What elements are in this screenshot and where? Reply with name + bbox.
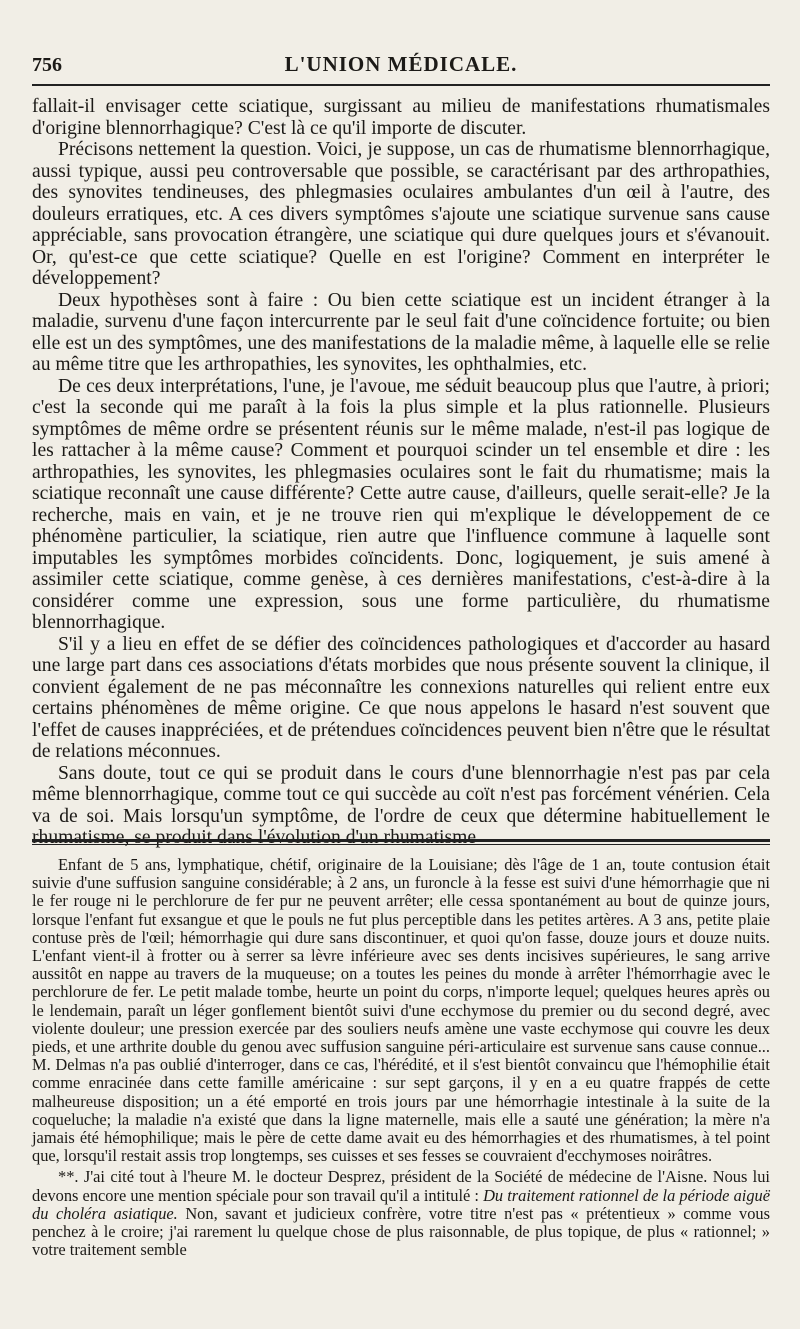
paragraph: Deux hypothèses sont à faire : Ou bien cette sciatique est un incident étranger à la maladie, survenu d'une façon intercurrente par le seul fait d'une coïncidence fortuite; ou bien elle est un des symptômes, une des manifestations de la maladie même, à laquelle elle se relie au même titre que les arthropathies, les synovites, les ophthalmies, etc. bbox=[32, 289, 770, 375]
paragraph: Précisons nettement la question. Voici, je suppose, un cas de rhumatisme blennorrhagique, aussi typique, aussi peu controversable que possible, se caractérisant par des arthropathies, des synovites tendineuses, des phlegmasies oculaires ambulantes d'un œil à l'autre, des douleurs erratiques, etc. A ces divers symptômes s'ajoute une sciatique survenue sans cause appréciable, sans provocation étrangère, une sciatique qui dure quelques jours et s'évanouit. Or, qu'est-ce que cette sciatique? Quelle en est l'origine? Comment en interpréter le développement? bbox=[32, 139, 770, 289]
page-header bbox=[32, 50, 770, 80]
editorial-note bbox=[32, 1168, 770, 1259]
editorial-lead: **. J'ai cité tout à l'heure M. le docteur Desprez, président de la Société de médecine de l'Aisne. Nous lui devons encore une mention spéciale pour son travail qu'il a intitulé : bbox=[32, 1167, 770, 1205]
notes-section bbox=[32, 856, 770, 1259]
header-rule bbox=[32, 84, 770, 86]
paragraph: fallait-il envisager cette sciatique, surgissant au milieu de manifestations rhumatismales d'origine blennorrhagique? C'est là ce qu'il importe de discuter. bbox=[32, 96, 770, 139]
work-title: Du traitement rationnel de la période aiguë du choléra asiatique. bbox=[32, 1185, 770, 1223]
case-note: Enfant de 5 ans, lymphatique, chétif, originaire de la Louisiane; dès l'âge de 1 an, toute contusion était suivie d'une suffusion sanguine considérable; à 2 ans, un furoncle à la fesse est suivi d'une hémorrhagie que ni le fer rouge ni le perchlorure de fer pur ne peuvent arrêter; elle cessa spontanément au bout de quinze jours, lorsque l'enfant fut exsangue et que le pouls ne fut plus perceptible dans les petites artères. A 3 ans, petite plaie contuse près de l'œil; hémorrhagie qui dure sans discontinuer, et quoi qu'on fasse, douze jours et douze nuits. L'enfant vient-il à frotter ou à serrer sa lèvre inférieure avec ses dents incisives supérieures, le sang arrive aussitôt en nappe au travers de la muqueuse; on a toutes les peines du monde à arrêter l'hémorrhagie avec le perchlorure de fer. Le petit malade tombe, heurte un point du corps, n'importe lequel; quelques heures après ou le lendemain, paraît un léger gonflement bientôt suivi d'une ecchymose du premier ou du second degré, avec violente douleur; une pression exercée par des souliers neufs amène une vaste ecchymose qui couvre les deux pieds, et une arthrite double du genou avec suffusion sanguine péri-articulaire est survenue sans cause connue... M. Delmas n'a pas oublié d'interroger, dans ce cas, l'hérédité, et il s'est bientôt convaincu que l'hémophilie était comme enracinée dans cette famille américaine : sur sept garçons, il y en a eu quatre frappés de cette malheureuse disposition; un a été emporté en trois jours par une hémorrhagie intestinale à la suite de la coqueluche; la maladie n'a existé que dans la ligne maternelle, mais elle a sauté une génération; la mère n'a jamais été hémophilique; mais le père de cette dame avait eu des hémorrhagies et des rhumatismes, à tel point que, lorsqu'il restait assis trop longtemps, ses cuisses et ses fesses se couvraient d'ecchymoses noirâtres. bbox=[32, 855, 770, 1166]
main-text bbox=[32, 96, 770, 849]
editorial-rest: Non, savant et judicieux confrère, votre titre n'est pas « prétentieux » comme vous penchez à le croire; j'ai rarement lu quelque chose de plus raisonnable, de plus topique, de plus « rationnel; » votre traitement semble bbox=[32, 1203, 770, 1260]
paragraph: S'il y a lieu en effet de se défier des coïncidences pathologiques et d'accorder au hasard une large part dans ces associations d'états morbides que nous présente souvent la clinique, il convient également de ne pas méconnaître les connexions naturelles qui relient entre eux certains phénomènes de même origine. Ce que nous appelons le hasard n'est souvent que l'effet de causes inappréciées, et de prétendues coïncidences peuvent bien n'être que le résultat de relations méconnues. bbox=[32, 633, 770, 762]
paragraph: De ces deux interprétations, l'une, je l'avoue, me séduit beaucoup plus que l'autre, à priori; c'est la seconde qui me paraît à la fois la plus simple et la plus rationnelle. Plusieurs symptômes de même ordre se présentent réunis sur le même malade, n'est-il pas logique de les rattacher à la même cause? Comment et pourquoi scinder un tel ensemble et dire : les arthropathies, les synovites, les phlegmasies oculaires sont le fait du rhumatisme; mais la sciatique reconnaît une cause différente? Cette autre cause, d'ailleurs, quelle serait-elle? Je la recherche, mais en vain, et je ne trouve rien qui m'explique le développement de ce phénomène particulier, la sciatique, rien autre que l'influence commune à laquelle sont imputables les symptômes morbides coïncidents. Donc, logiquement, je suis amené à assimiler cette sciatique, comme genèse, à ces dernières manifestations, c'est-à-dire à la considérer comme une expression, sous une forme particulière, du rhumatisme blennorrhagique. bbox=[32, 375, 770, 633]
page-number: 756 bbox=[32, 54, 62, 76]
section-divider bbox=[32, 839, 770, 845]
running-title: L'UNION MÉDICALE. bbox=[284, 52, 518, 76]
paragraph: Sans doute, tout ce qui se produit dans le cours d'une blennorrhagie n'est pas par cela même blennorrhagique, comme tout ce qui succède au coït n'est pas forcément vénérien. Cela va de soi. Mais lorsqu'un symptôme, de l'ordre de ceux que détermine habituellement le rhumatisme, se produit dans l'évolution d'un rhumatisme bbox=[32, 762, 770, 848]
